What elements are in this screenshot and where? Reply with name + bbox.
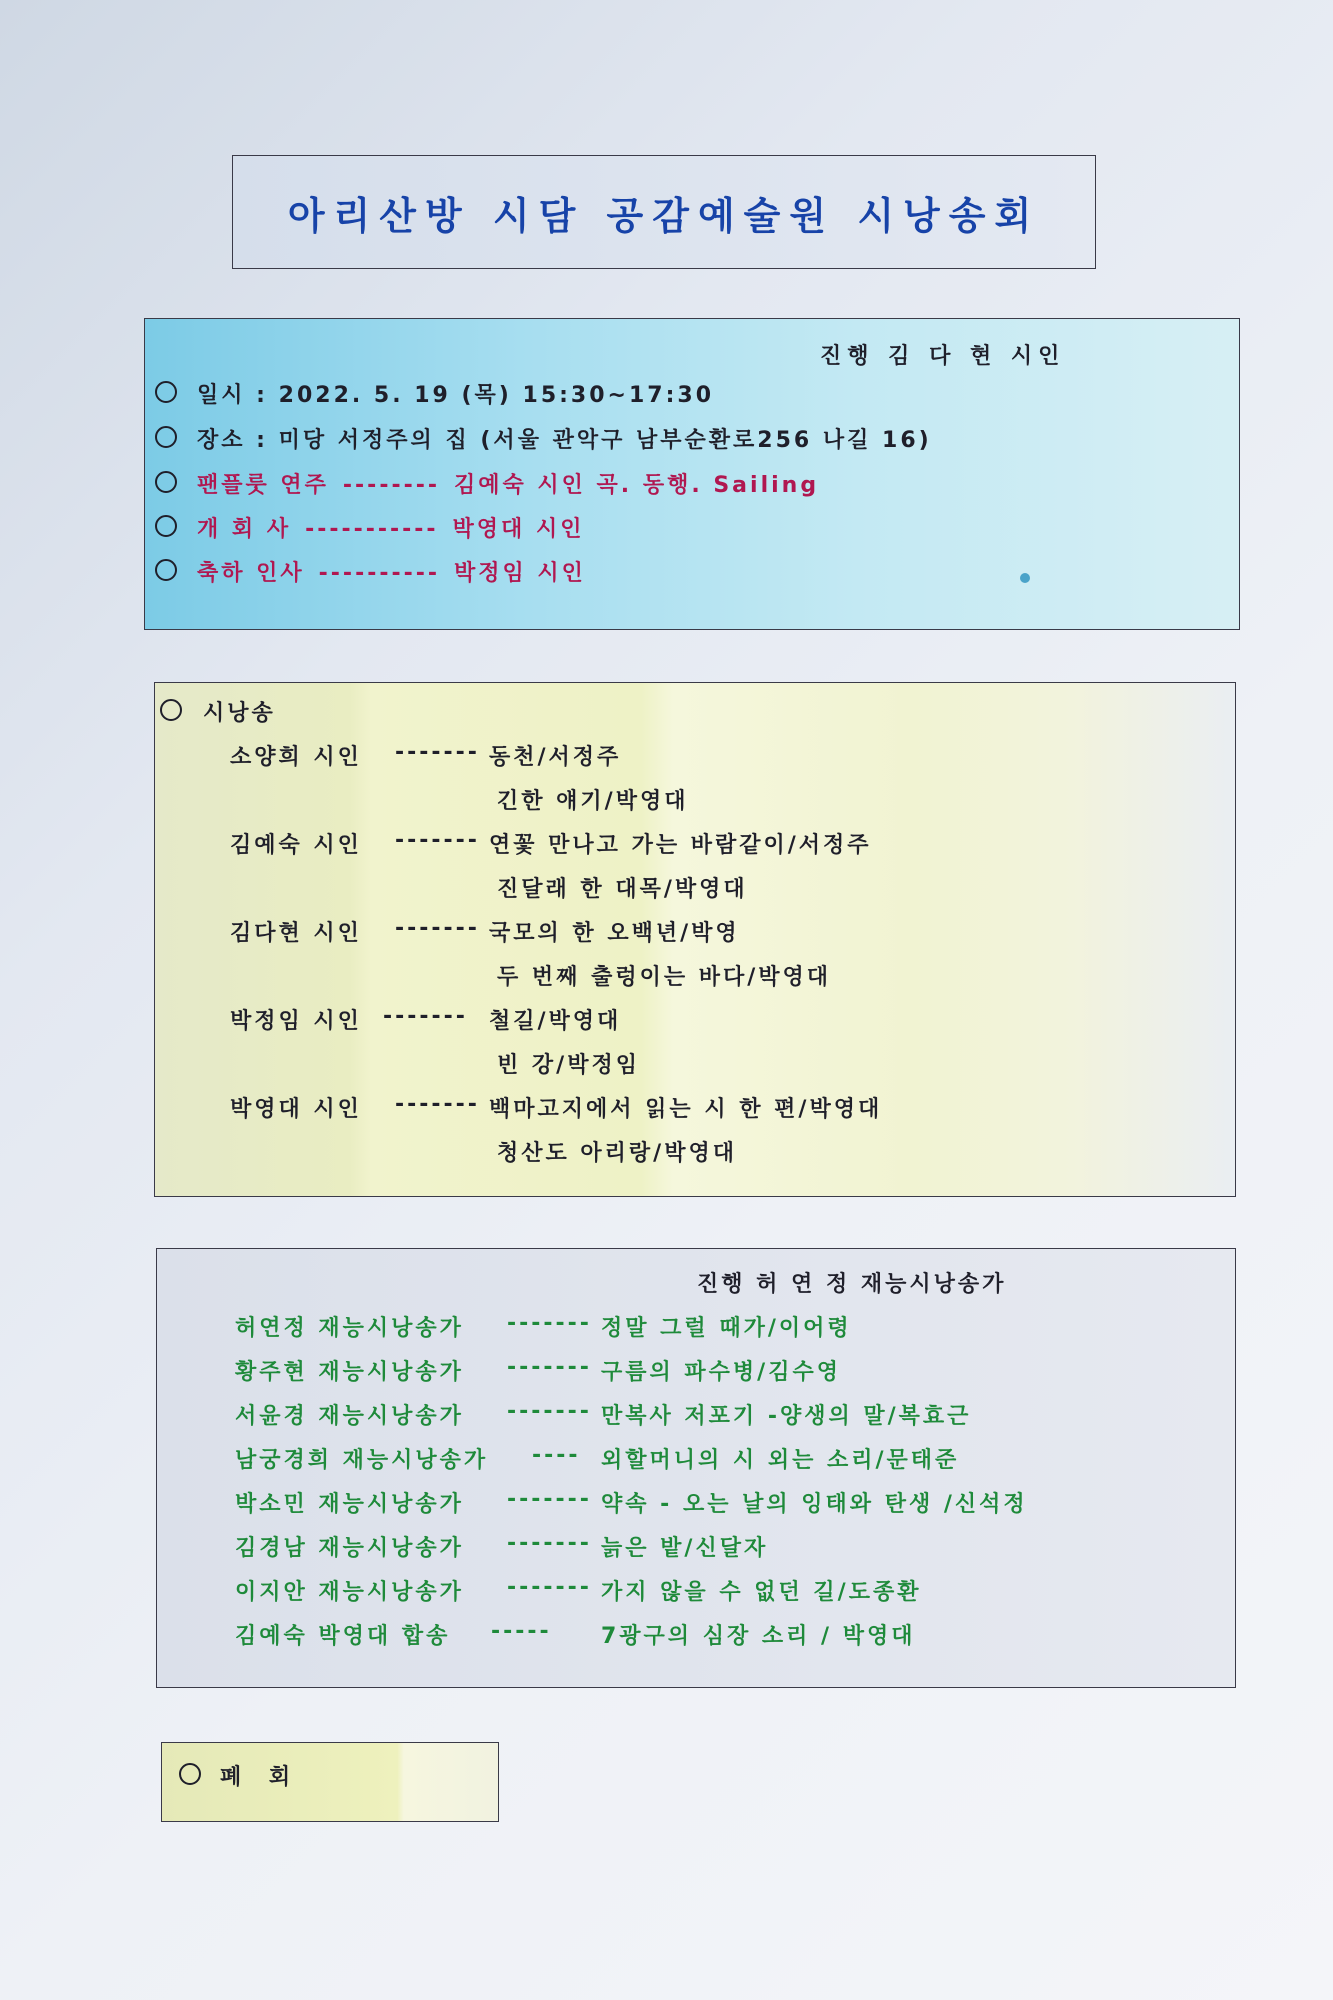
poetry-work: 백마고지에서 읽는 시 한 편/박영대	[489, 1097, 883, 1122]
recital-work: 가지 않을 수 없던 길/도종환	[601, 1580, 922, 1605]
info-label: 팬플룻 연주	[197, 473, 329, 498]
poetry-work: 청산도 아리랑/박영대	[497, 1141, 737, 1166]
bullet-circle-icon	[160, 699, 182, 721]
info-row-opening	[197, 512, 584, 543]
poetry-work: 두 번째 출렁이는 바다/박영대	[497, 965, 832, 990]
recital-work: 늙은 밭/신달자	[601, 1536, 769, 1561]
recital-reciter: 이지안 재능시낭송가	[235, 1580, 464, 1605]
recital-reciter: 허연정 재능시낭송가	[235, 1316, 464, 1341]
poetry-poet: 김다현 시인	[230, 921, 362, 946]
closing-label: 폐 회	[220, 1765, 301, 1790]
dash-leader: -----	[491, 1619, 552, 1644]
dash-leader: -------	[507, 1311, 592, 1336]
bullet-circle-icon	[155, 426, 177, 448]
dash-leader: -------	[507, 1399, 592, 1424]
info-value: 박정임 시인	[453, 561, 586, 586]
recital-reciter: 남궁경희 재능시낭송가	[235, 1448, 489, 1473]
bullet-circle-icon	[155, 471, 177, 493]
dash-leader: -------	[507, 1531, 592, 1556]
poetry-poet: 소양희 시인	[230, 745, 362, 770]
info-separator: :	[245, 383, 279, 408]
dash-leader: -------	[507, 1355, 592, 1380]
info-row-venue	[197, 423, 932, 454]
poetry-work: 철길/박영대	[489, 1009, 622, 1034]
info-label: 축하 인사	[197, 561, 305, 586]
host-line: 진행 허 연 정 재능시낭송가	[697, 1272, 1007, 1297]
recitalist-section	[156, 1248, 1236, 1688]
info-label: 일시	[197, 383, 246, 408]
title-box	[232, 155, 1096, 269]
dash-leader: -------	[507, 1487, 592, 1512]
bullet-circle-icon	[155, 559, 177, 581]
bullet-circle-icon	[155, 515, 177, 537]
info-label: 개 회 사	[197, 517, 292, 542]
recital-work: 만복사 저포기 -양생의 말/복효근	[601, 1404, 972, 1429]
section-heading: 시낭송	[203, 701, 276, 726]
recital-reciter: 박소민 재능시낭송가	[235, 1492, 464, 1517]
poetry-work: 국모의 한 오백년/박영	[489, 921, 740, 946]
poetry-work: 진달래 한 대목/박영대	[497, 877, 748, 902]
page-title: 아리산방 시담 공감예술원 시낭송회	[287, 193, 1041, 238]
info-row-date	[197, 378, 714, 409]
info-separator: :	[245, 428, 279, 453]
poetry-poet: 김예숙 시인	[230, 833, 362, 858]
bullet-circle-icon	[179, 1763, 201, 1785]
poetry-work: 빈 강/박정임	[497, 1053, 640, 1078]
info-value: 김예숙 시인 곡. 동행. Sailing	[453, 473, 820, 498]
dash-leader: -------	[383, 1004, 468, 1029]
recital-reciter: 김예숙 박영대 합송	[235, 1624, 451, 1649]
ink-dot	[1020, 573, 1030, 583]
info-value: 2022. 5. 19 (목) 15:30~17:30	[278, 383, 714, 408]
recital-work: 정말 그럴 때가/이어령	[601, 1316, 852, 1341]
dash-leader: -----------	[305, 517, 439, 542]
host-line: 진행 김 다 현 시인	[820, 344, 1066, 369]
dash-leader: -------	[507, 1575, 592, 1600]
recital-work: 7광구의 심장 소리 / 박영대	[601, 1624, 916, 1649]
dash-leader: -------	[395, 740, 480, 765]
poetry-work: 긴한 얘기/박영대	[497, 789, 689, 814]
recital-work: 구름의 파수병/김수영	[601, 1360, 841, 1385]
dash-leader: -------	[395, 916, 480, 941]
info-row-panflute	[197, 468, 819, 499]
info-label: 장소	[197, 428, 246, 453]
poetry-work: 동천/서정주	[489, 745, 622, 770]
recital-work: 약속 - 오는 날의 잉태와 탄생 /신석정	[601, 1492, 1028, 1517]
info-value: 박영대 시인	[452, 517, 585, 542]
recital-reciter: 김경남 재능시낭송가	[235, 1536, 464, 1561]
recital-reciter: 서윤경 재능시낭송가	[235, 1404, 464, 1429]
dash-leader: ----	[532, 1443, 581, 1468]
dash-leader: ----------	[318, 561, 440, 586]
program-info-section	[144, 318, 1240, 630]
poetry-reading-section	[154, 682, 1236, 1197]
info-row-greeting	[197, 556, 586, 587]
recital-work: 외할머니의 시 외는 소리/문태준	[601, 1448, 960, 1473]
info-value: 미당 서정주의 집 (서울 관악구 남부순환로256 나길 16)	[278, 428, 932, 453]
dash-leader: -------	[395, 1092, 480, 1117]
bullet-circle-icon	[155, 381, 177, 403]
poetry-poet: 박영대 시인	[230, 1097, 362, 1122]
closing-section	[161, 1742, 499, 1822]
dash-leader: --------	[342, 473, 440, 498]
poetry-work: 연꽃 만나고 가는 바람같이/서정주	[489, 833, 872, 858]
poetry-poet: 박정임 시인	[230, 1009, 362, 1034]
recital-reciter: 황주현 재능시낭송가	[235, 1360, 464, 1385]
dash-leader: -------	[395, 828, 480, 853]
